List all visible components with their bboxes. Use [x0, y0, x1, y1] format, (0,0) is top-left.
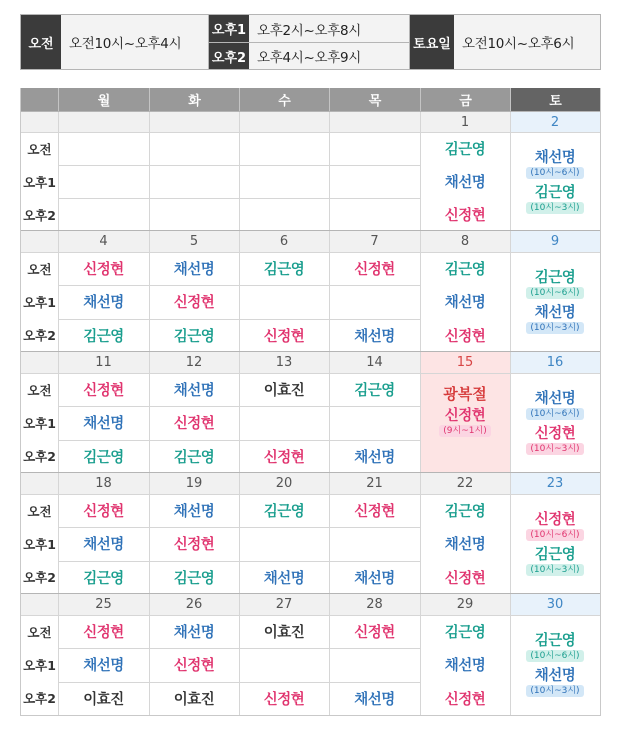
day-number — [58, 112, 149, 132]
staff-entry: 채선명 — [173, 504, 215, 521]
saturday-stack — [510, 494, 600, 594]
staff-entry: 채선명 — [354, 691, 395, 708]
header-sat: 토 — [510, 88, 600, 111]
day-number-blank — [21, 352, 58, 373]
saturday-label: 토요일 — [410, 15, 454, 69]
staff-entry: 김근영 — [83, 449, 124, 466]
period-label: 오후2 — [23, 570, 56, 586]
holiday-stack — [420, 373, 510, 446]
day-number — [329, 112, 420, 132]
day-number — [239, 112, 329, 132]
day-number: 9 — [510, 231, 600, 252]
period-label: 오후1 — [23, 415, 56, 431]
staff-entry: 김근영 — [173, 328, 215, 345]
staff-entry: 김근영 — [83, 328, 124, 345]
time-tag: (10시~3시) — [526, 564, 583, 576]
time-tag: (10시~6시) — [526, 408, 583, 420]
staff-entry: 신정현 — [354, 625, 395, 642]
day-number: 2 — [510, 112, 600, 132]
staff-entry: 채선명 — [534, 391, 576, 407]
header-thu: 목 — [329, 88, 420, 111]
staff-entry: 채선명 — [83, 658, 124, 675]
header-corner — [21, 88, 58, 111]
header-tue: 화 — [149, 88, 239, 111]
staff-entry: 채선명 — [354, 570, 395, 587]
staff-entry: 채선명 — [83, 295, 124, 312]
saturday-stack — [510, 373, 600, 473]
week-row — [21, 593, 600, 714]
staff-entry: 신정현 — [173, 295, 215, 312]
staff-entry: 신정현 — [534, 512, 576, 528]
period-label: 오전 — [27, 624, 52, 640]
staff-entry: 신정현 — [173, 658, 215, 675]
day-number: 13 — [239, 352, 329, 373]
staff-entry: 이효진 — [263, 625, 305, 642]
staff-entry: 신정현 — [444, 407, 486, 424]
saturday-entry — [526, 668, 583, 697]
staff-entry: 신정현 — [263, 328, 305, 345]
time-tag: (10시~6시) — [526, 167, 583, 179]
saturday-entry — [526, 185, 583, 214]
staff-entry: 김근영 — [354, 383, 395, 400]
staff-entry: 채선명 — [263, 570, 305, 587]
staff-entry: 김근영 — [173, 449, 215, 466]
schedule-calendar — [20, 88, 601, 716]
saturday-stack — [510, 132, 600, 231]
staff-entry: 신정현 — [263, 691, 305, 708]
staff-entry: 신정현 — [444, 208, 486, 224]
period-label: 오후2 — [23, 691, 56, 707]
week-row — [21, 111, 600, 230]
staff-entry: 신정현 — [444, 328, 486, 345]
saturday-stack — [510, 615, 600, 715]
staff-entry: 채선명 — [444, 537, 486, 554]
day-number: 20 — [239, 473, 329, 494]
saturday-entry — [526, 150, 583, 179]
period-label: 오후2 — [23, 207, 56, 223]
day-number: 26 — [149, 594, 239, 615]
week-row — [21, 351, 600, 472]
saturday-stack — [510, 252, 600, 352]
staff-entry: 이효진 — [83, 691, 124, 708]
staff-entry: 채선명 — [444, 295, 486, 312]
hours-table — [20, 14, 601, 70]
staff-entry: 신정현 — [83, 504, 124, 521]
saturday-entry — [526, 391, 583, 420]
staff-entry: 김근영 — [444, 625, 486, 642]
staff-entry: 이효진 — [173, 691, 215, 708]
day-number: 7 — [329, 231, 420, 252]
staff-entry: 채선명 — [173, 625, 215, 642]
morning-label: 오전 — [21, 15, 61, 69]
staff-entry: 김근영 — [83, 570, 124, 587]
saturday-entry — [526, 512, 583, 541]
period-label: 오전 — [27, 141, 52, 157]
pm2-hours: 오후4시~오후9시 — [249, 43, 409, 69]
day-number: 25 — [58, 594, 149, 615]
day-number: 29 — [420, 594, 510, 615]
staff-entry: 신정현 — [173, 416, 215, 433]
time-tag: (10시~3시) — [526, 202, 583, 214]
day-number: 19 — [149, 473, 239, 494]
day-number: 27 — [239, 594, 329, 615]
time-tag: (10시~6시) — [526, 650, 583, 662]
staff-entry: 채선명 — [354, 328, 395, 345]
staff-entry: 채선명 — [444, 175, 486, 191]
staff-entry: 김근영 — [534, 547, 576, 563]
day-number: 18 — [58, 473, 149, 494]
period-label: 오전 — [27, 382, 52, 398]
time-tag: (10시~6시) — [526, 529, 583, 541]
staff-entry: 김근영 — [534, 633, 576, 649]
staff-entry: 채선명 — [354, 449, 395, 466]
staff-entry: 김근영 — [534, 184, 576, 201]
period-label: 오후2 — [23, 328, 56, 344]
staff-entry: 신정현 — [83, 262, 124, 279]
day-number: 8 — [420, 231, 510, 252]
staff-entry: 김근영 — [263, 262, 305, 279]
day-number-blank — [21, 112, 58, 132]
saturday-entry — [526, 633, 583, 662]
time-tag: (10시~3시) — [526, 443, 583, 455]
day-number — [149, 112, 239, 132]
day-number: 11 — [58, 352, 149, 373]
header-wed: 수 — [239, 88, 329, 111]
pm1-label: 오후1 — [209, 15, 249, 42]
staff-entry: 신정현 — [534, 426, 576, 442]
period-label: 오전 — [27, 503, 52, 519]
time-tag: (10시~3시) — [526, 322, 583, 334]
saturday-entry — [526, 547, 583, 576]
day-number: 30 — [510, 594, 600, 615]
saturday-entry — [526, 270, 583, 299]
staff-entry: 김근영 — [444, 262, 486, 279]
staff-entry: 신정현 — [354, 262, 395, 279]
weekday-header-row — [21, 88, 600, 111]
day-number-blank — [21, 594, 58, 615]
staff-entry: 김근영 — [534, 270, 576, 286]
header-mon: 월 — [58, 88, 149, 111]
day-number: 28 — [329, 594, 420, 615]
day-number: 21 — [329, 473, 420, 494]
holiday-entry — [439, 408, 490, 437]
pm1-hours: 오후2시~오후8시 — [249, 15, 409, 42]
time-tag: (10시~3시) — [526, 685, 583, 697]
day-number-blank — [21, 231, 58, 252]
saturday-hours: 오전10시~오후6시 — [454, 15, 600, 69]
day-number: 6 — [239, 231, 329, 252]
time-tag: (10시~6시) — [526, 287, 583, 299]
staff-entry: 김근영 — [173, 570, 215, 587]
weeks-container — [21, 111, 600, 714]
day-number: 1 — [420, 112, 510, 132]
pm2-label: 오후2 — [209, 43, 249, 69]
staff-entry: 채선명 — [83, 537, 124, 554]
staff-entry: 채선명 — [83, 416, 124, 433]
holiday-name: 광복절 — [443, 384, 487, 403]
period-label: 오후1 — [23, 174, 56, 190]
period-label: 오후1 — [23, 536, 56, 552]
period-label: 오전 — [27, 261, 52, 277]
staff-entry: 채선명 — [173, 262, 215, 279]
staff-entry: 신정현 — [83, 625, 124, 642]
saturday-entry — [526, 426, 583, 455]
staff-entry: 신정현 — [263, 449, 305, 466]
week-row — [21, 472, 600, 593]
morning-hours: 오전10시~오후4시 — [61, 15, 208, 69]
day-number: 12 — [149, 352, 239, 373]
staff-entry: 채선명 — [444, 658, 486, 675]
day-number: 15 — [420, 352, 510, 373]
staff-entry: 채선명 — [173, 383, 215, 400]
staff-entry: 김근영 — [444, 504, 486, 521]
time-tag: (9시~1시) — [439, 425, 490, 437]
staff-entry: 신정현 — [444, 691, 486, 708]
day-number: 4 — [58, 231, 149, 252]
staff-entry: 채선명 — [534, 305, 576, 321]
day-number: 23 — [510, 473, 600, 494]
header-fri: 금 — [420, 88, 510, 111]
staff-entry: 신정현 — [354, 504, 395, 521]
staff-entry: 채선명 — [534, 668, 576, 684]
day-number-blank — [21, 473, 58, 494]
staff-entry: 신정현 — [83, 383, 124, 400]
week-row — [21, 230, 600, 351]
day-number: 22 — [420, 473, 510, 494]
day-number: 5 — [149, 231, 239, 252]
period-label: 오후1 — [23, 657, 56, 673]
staff-entry: 김근영 — [263, 504, 305, 521]
staff-entry: 김근영 — [444, 142, 486, 158]
day-number: 16 — [510, 352, 600, 373]
staff-entry: 신정현 — [444, 570, 486, 587]
staff-entry: 신정현 — [173, 537, 215, 554]
staff-entry: 이효진 — [263, 383, 305, 400]
staff-entry: 채선명 — [534, 149, 576, 166]
period-label: 오후1 — [23, 294, 56, 310]
saturday-entry — [526, 305, 583, 334]
period-label: 오후2 — [23, 449, 56, 465]
day-number: 14 — [329, 352, 420, 373]
